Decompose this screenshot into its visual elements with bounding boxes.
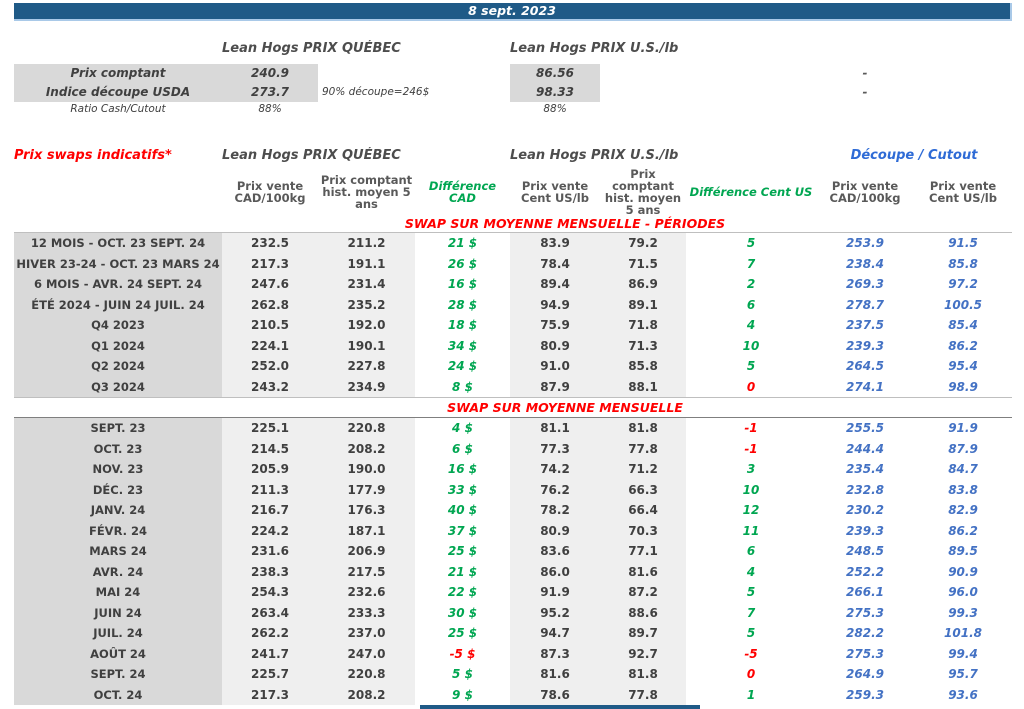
- col-header-us-hist: Prix comptant hist. moyen 5 ans: [604, 168, 682, 217]
- cell: 238.4: [846, 256, 884, 271]
- cell: 77.8: [600, 685, 686, 706]
- cell: 278.7: [846, 297, 884, 312]
- cell: 5: [746, 359, 756, 374]
- cell: 235.2: [318, 295, 415, 316]
- cell: 37 $: [447, 523, 478, 538]
- table-row: [14, 562, 1012, 583]
- cell: 238.3: [222, 562, 318, 583]
- cell: 34 $: [447, 338, 478, 353]
- cell: 266.1: [846, 585, 884, 600]
- cell: 100.5: [944, 297, 982, 312]
- cell: 80.9: [510, 521, 600, 542]
- cutout-note: 90% découpe=246$: [322, 85, 430, 98]
- cell: -5: [744, 646, 758, 661]
- cell: 235.4: [846, 462, 884, 477]
- cell: 11: [742, 523, 760, 538]
- cell: 25 $: [447, 626, 478, 641]
- cell: 191.1: [318, 254, 415, 275]
- cell: 91.5: [948, 236, 978, 251]
- cell: 5: [746, 585, 756, 600]
- cell: 269.3: [846, 277, 884, 292]
- cell: 241.7: [222, 644, 318, 665]
- cell: 66.4: [600, 500, 686, 521]
- cell: 7: [746, 256, 756, 271]
- cell: 239.3: [846, 338, 884, 353]
- cell: -1: [744, 421, 758, 436]
- cell: 253.9: [846, 236, 884, 251]
- row-label: MAI 24: [14, 582, 222, 603]
- cell: -5 $: [449, 646, 476, 661]
- cell: 5 $: [452, 667, 473, 682]
- spot-row-ratio: [14, 102, 1012, 118]
- cell: 86.2: [948, 523, 978, 538]
- col-header-us-vente: Prix vente Cent US/lb: [521, 179, 589, 206]
- cell: 5: [746, 626, 756, 641]
- row-label: DÉC. 23: [14, 480, 222, 501]
- cell: 237.5: [846, 318, 884, 333]
- cell: 78.6: [510, 685, 600, 706]
- cell: 40 $: [447, 503, 478, 518]
- cell: 187.1: [318, 521, 415, 542]
- dash-placeholder: -: [862, 85, 868, 100]
- cell: 99.3: [948, 605, 978, 620]
- cell: 87.9: [510, 377, 600, 398]
- monthly-section-title: SWAP SUR MOYENNE MENSUELLE: [447, 400, 683, 416]
- cell: 0: [746, 379, 756, 394]
- cell: 237.0: [318, 623, 415, 644]
- table-row: [14, 274, 1012, 295]
- cell: 21 $: [447, 564, 478, 579]
- spot-quebec-value: 240.9: [222, 64, 318, 83]
- cell: 275.3: [846, 646, 884, 661]
- cell: 91.9: [948, 421, 978, 436]
- cell: 99.4: [948, 646, 978, 661]
- cell: 254.3: [222, 582, 318, 603]
- cell: 247.0: [318, 644, 415, 665]
- cell: 66.3: [600, 480, 686, 501]
- cell: 16 $: [447, 462, 478, 477]
- cell: 230.2: [846, 503, 884, 518]
- cell: 87.2: [600, 582, 686, 603]
- cell: 71.3: [600, 336, 686, 357]
- cell: 225.7: [222, 664, 318, 685]
- cell: 85.8: [600, 356, 686, 377]
- cell: 5: [746, 236, 756, 251]
- cell: 78.4: [510, 254, 600, 275]
- date-bar: [14, 3, 1012, 21]
- cell: 224.1: [222, 336, 318, 357]
- col-header-cutout-cad: Prix vente CAD/100kg: [829, 179, 901, 206]
- cell: 95.2: [510, 603, 600, 624]
- row-label: Q2 2024: [14, 356, 222, 377]
- table-row: [14, 295, 1012, 316]
- table-row: [14, 603, 1012, 624]
- cell: 81.8: [600, 664, 686, 685]
- row-label: NOV. 23: [14, 459, 222, 480]
- cell: 71.2: [600, 459, 686, 480]
- row-label: JUIN 24: [14, 603, 222, 624]
- ratio-us-value: 88%: [543, 103, 567, 116]
- cell: 208.2: [318, 685, 415, 706]
- cell: 4: [746, 318, 756, 333]
- cell: 77.8: [600, 439, 686, 460]
- spot-us-value: 98.33: [510, 83, 600, 102]
- cell: 86.9: [600, 274, 686, 295]
- cell: 217.3: [222, 254, 318, 275]
- cell: 89.7: [600, 623, 686, 644]
- row-label: ÉTÉ 2024 - JUIN 24 JUIL. 24: [14, 295, 222, 316]
- row-label: Indice découpe USDA: [14, 83, 222, 102]
- cell: 224.2: [222, 521, 318, 542]
- cell: 12: [742, 503, 760, 518]
- cell: 232.6: [318, 582, 415, 603]
- cell: 83.6: [510, 541, 600, 562]
- cell: 239.3: [846, 523, 884, 538]
- col-header-cad-vente: Prix vente CAD/100kg: [234, 179, 306, 206]
- swaps-section-titles: [14, 147, 1012, 164]
- cell: 4 $: [452, 421, 473, 436]
- cell: 33 $: [447, 482, 478, 497]
- row-label: Q3 2024: [14, 377, 222, 398]
- table-row: [14, 480, 1012, 501]
- cell: 282.2: [846, 626, 884, 641]
- cell: 233.3: [318, 603, 415, 624]
- cell: 3: [746, 462, 756, 477]
- cell: 214.5: [222, 439, 318, 460]
- cutout-section-title: Découpe / Cutout: [850, 147, 978, 163]
- cell: 101.8: [944, 626, 982, 641]
- cell: 90.9: [948, 564, 978, 579]
- table-row: [14, 500, 1012, 521]
- row-label: SEPT. 23: [14, 418, 222, 439]
- cell: 82.9: [948, 503, 978, 518]
- cell: 252.0: [222, 356, 318, 377]
- cell: 78.2: [510, 500, 600, 521]
- cell: 211.3: [222, 480, 318, 501]
- table-row: [14, 664, 1012, 685]
- row-label: Prix comptant: [14, 64, 222, 83]
- spot-row-indice: [14, 83, 1012, 102]
- cell: 87.9: [948, 441, 978, 456]
- cell: 7: [746, 605, 756, 620]
- swaps-quebec-title: Lean Hogs PRIX QUÉBEC: [222, 147, 401, 163]
- col-header-cutout-us: Prix vente Cent US/lb: [929, 179, 997, 206]
- cell: 95.4: [948, 359, 978, 374]
- cell: 259.3: [846, 687, 884, 702]
- row-label: AOÛT 24: [14, 644, 222, 665]
- cell: 227.8: [318, 356, 415, 377]
- cell: 243.2: [222, 377, 318, 398]
- cell: 232.8: [846, 482, 884, 497]
- cell: 252.2: [846, 564, 884, 579]
- dash-placeholder: -: [862, 66, 868, 81]
- cell: 94.9: [510, 295, 600, 316]
- ratio-quebec-value: 88%: [258, 103, 282, 116]
- col-header-cad-hist: Prix comptant hist. moyen 5 ans: [320, 173, 413, 212]
- spot-section-titles: [14, 40, 1012, 57]
- cell: 2: [746, 277, 756, 292]
- col-header-diff-cad: Différence CAD: [428, 179, 497, 206]
- cell: 10: [742, 338, 760, 353]
- cell: 91.9: [510, 582, 600, 603]
- cell: 9 $: [452, 687, 473, 702]
- cell: 89.4: [510, 274, 600, 295]
- table-row: [14, 644, 1012, 665]
- table-row: [14, 459, 1012, 480]
- cell: 220.8: [318, 664, 415, 685]
- spot-rows: [14, 64, 1012, 118]
- row-label: MARS 24: [14, 541, 222, 562]
- cell: 18 $: [447, 318, 478, 333]
- cell: 220.8: [318, 418, 415, 439]
- row-label: HIVER 23-24 - OCT. 23 MARS 24: [14, 254, 222, 275]
- cell: 232.5: [222, 233, 318, 254]
- cell: 244.4: [846, 441, 884, 456]
- row-label: Q1 2024: [14, 336, 222, 357]
- cell: 74.2: [510, 459, 600, 480]
- row-label: AVR. 24: [14, 562, 222, 583]
- report-date: 8 sept. 2023: [468, 3, 556, 18]
- cell: 85.4: [948, 318, 978, 333]
- spot-note: [318, 64, 510, 83]
- cell: 264.9: [846, 667, 884, 682]
- cell: -1: [744, 441, 758, 456]
- cell: 205.9: [222, 459, 318, 480]
- row-label: FÉVR. 24: [14, 521, 222, 542]
- cell: 86.2: [948, 338, 978, 353]
- cell: 8 $: [452, 379, 473, 394]
- monthly-table: [14, 417, 1012, 705]
- cell: 248.5: [846, 544, 884, 559]
- cell: 190.1: [318, 336, 415, 357]
- spot-quebec-title: Lean Hogs PRIX QUÉBEC: [222, 40, 401, 56]
- cell: 264.5: [846, 359, 884, 374]
- table-row: [14, 582, 1012, 603]
- next-section-bar: [420, 705, 700, 709]
- table-row: [14, 685, 1012, 706]
- cell: 89.5: [948, 544, 978, 559]
- cell: 10: [742, 482, 760, 497]
- cell: 85.8: [948, 256, 978, 271]
- spot-us-title: Lean Hogs PRIX U.S./lb: [510, 40, 679, 56]
- cell: 24 $: [447, 359, 478, 374]
- cell: 206.9: [318, 541, 415, 562]
- col-header-diff-us: Différence Cent US: [689, 185, 813, 200]
- cell: 216.7: [222, 500, 318, 521]
- cell: 94.7: [510, 623, 600, 644]
- cell: 26 $: [447, 256, 478, 271]
- table-row: [14, 356, 1012, 377]
- cell: 75.9: [510, 315, 600, 336]
- cell: 79.2: [600, 233, 686, 254]
- cell: 0: [746, 667, 756, 682]
- table-row: [14, 521, 1012, 542]
- cell: 275.3: [846, 605, 884, 620]
- row-label: 12 MOIS - OCT. 23 SEPT. 24: [14, 233, 222, 254]
- cell: 81.8: [600, 418, 686, 439]
- cell: 95.7: [948, 667, 978, 682]
- spot-row-comptant: [14, 64, 1012, 83]
- cell: 16 $: [447, 277, 478, 292]
- cell: 83.8: [948, 482, 978, 497]
- cell: 77.1: [600, 541, 686, 562]
- cell: 176.3: [318, 500, 415, 521]
- cell: 211.2: [318, 233, 415, 254]
- cell: 263.4: [222, 603, 318, 624]
- report-sheet: [14, 0, 1012, 705]
- cell: 91.0: [510, 356, 600, 377]
- cell: 97.2: [948, 277, 978, 292]
- cell: 84.7: [948, 462, 978, 477]
- cell: 21 $: [447, 236, 478, 251]
- cell: 217.3: [222, 685, 318, 706]
- table-row: [14, 315, 1012, 336]
- cell: 177.9: [318, 480, 415, 501]
- cell: 192.0: [318, 315, 415, 336]
- cell: 255.5: [846, 421, 884, 436]
- cell: 83.9: [510, 233, 600, 254]
- cell: 4: [746, 564, 756, 579]
- table-row: [14, 418, 1012, 439]
- swaps-title: Prix swaps indicatifs*: [14, 147, 172, 163]
- row-label: JUIL. 24: [14, 623, 222, 644]
- table-row: [14, 233, 1012, 254]
- cell: 71.5: [600, 254, 686, 275]
- cell: 1: [746, 687, 756, 702]
- cell: 88.1: [600, 377, 686, 398]
- row-label: JANV. 24: [14, 500, 222, 521]
- table-row: [14, 377, 1012, 398]
- cell: 217.5: [318, 562, 415, 583]
- cell: 190.0: [318, 459, 415, 480]
- cell: 208.2: [318, 439, 415, 460]
- cell: 98.9: [948, 379, 978, 394]
- table-row: [14, 623, 1012, 644]
- table-row: [14, 254, 1012, 275]
- cell: 231.4: [318, 274, 415, 295]
- row-label: Q4 2023: [14, 315, 222, 336]
- cell: 6: [746, 297, 756, 312]
- cell: 81.6: [600, 562, 686, 583]
- cell: 262.8: [222, 295, 318, 316]
- spot-quebec-value: 273.7: [222, 83, 318, 102]
- cell: 76.2: [510, 480, 600, 501]
- row-label: OCT. 23: [14, 439, 222, 460]
- cell: 93.6: [948, 687, 978, 702]
- cell: 6 $: [452, 441, 473, 456]
- spot-us-value: 86.56: [510, 64, 600, 83]
- cell: 81.6: [510, 664, 600, 685]
- cell: 86.0: [510, 562, 600, 583]
- cell: 6: [746, 544, 756, 559]
- row-label: SEPT. 24: [14, 664, 222, 685]
- row-label: 6 MOIS - AVR. 24 SEPT. 24: [14, 274, 222, 295]
- cell: 71.8: [600, 315, 686, 336]
- cell: 210.5: [222, 315, 318, 336]
- periods-section-title: SWAP SUR MOYENNE MENSUELLE - PÉRIODES: [404, 216, 726, 232]
- cell: 92.7: [600, 644, 686, 665]
- cell: 25 $: [447, 544, 478, 559]
- cell: 225.1: [222, 418, 318, 439]
- cell: 234.9: [318, 377, 415, 398]
- cell: 70.3: [600, 521, 686, 542]
- cell: 231.6: [222, 541, 318, 562]
- cell: 22 $: [447, 585, 478, 600]
- cell: 274.1: [846, 379, 884, 394]
- cell: 28 $: [447, 297, 478, 312]
- row-label: Ratio Cash/Cutout: [70, 103, 166, 116]
- cell: 89.1: [600, 295, 686, 316]
- row-label: OCT. 24: [14, 685, 222, 706]
- swaps-us-title: Lean Hogs PRIX U.S./lb: [510, 147, 679, 163]
- cell: 88.6: [600, 603, 686, 624]
- cell: 247.6: [222, 274, 318, 295]
- cell: 96.0: [948, 585, 978, 600]
- table-row: [14, 439, 1012, 460]
- column-headers: [14, 168, 1012, 216]
- table-row: [14, 541, 1012, 562]
- cell: 80.9: [510, 336, 600, 357]
- cell: 30 $: [447, 605, 478, 620]
- cell: 81.1: [510, 418, 600, 439]
- table-row: [14, 336, 1012, 357]
- cell: 87.3: [510, 644, 600, 665]
- cell: 262.2: [222, 623, 318, 644]
- periods-table: [14, 232, 1012, 398]
- cell: 77.3: [510, 439, 600, 460]
